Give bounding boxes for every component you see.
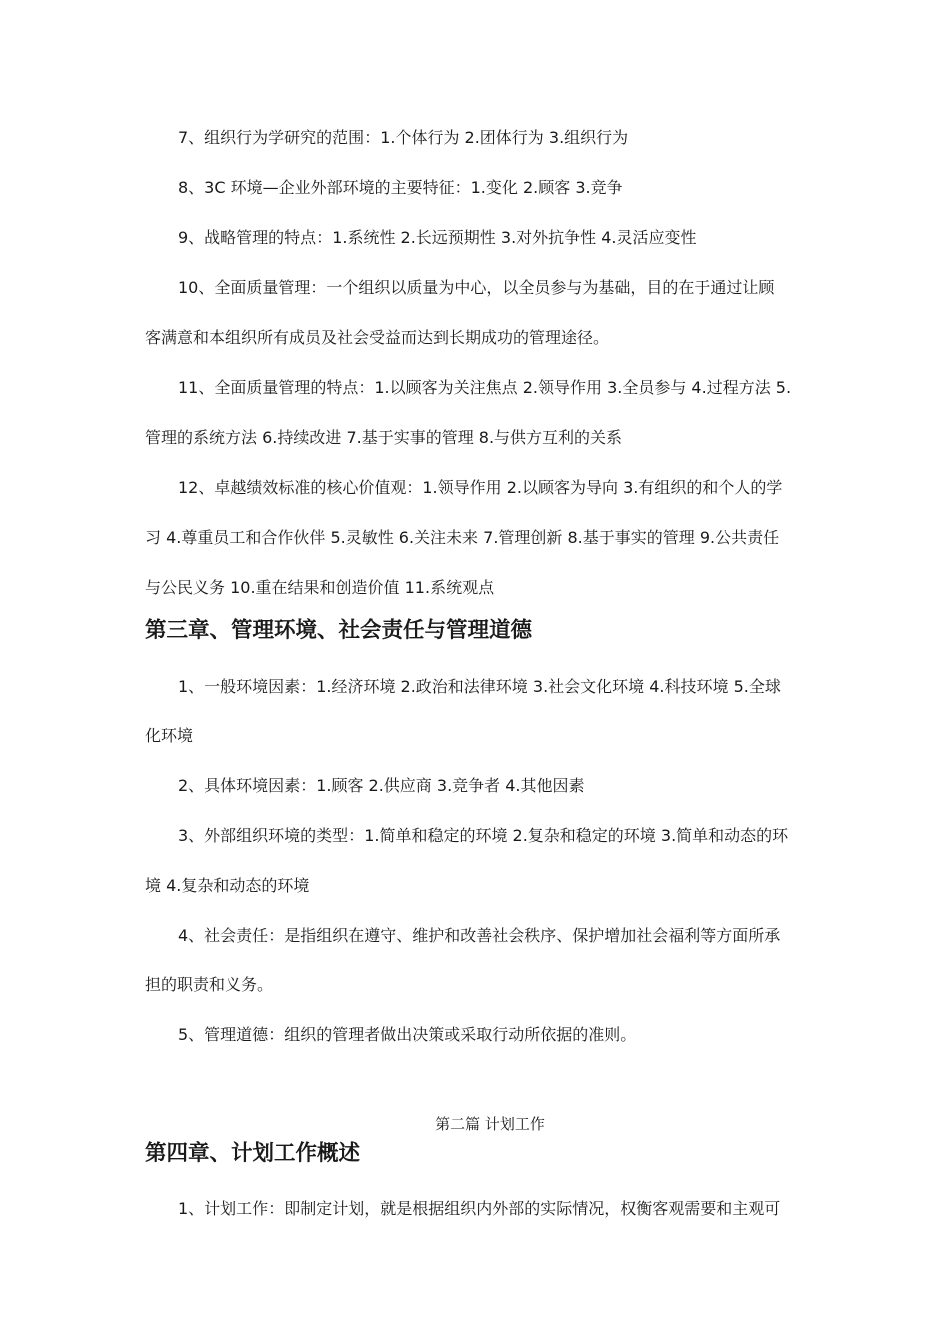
term: 8、3C 环境 <box>178 178 263 200</box>
definition: 素：1.顾客 2.供应商 3.竞争者 4.其他因素 <box>284 776 585 795</box>
item-9 <box>178 226 810 250</box>
definition: ：1.以顾客为关注焦点 2.领导作用 3.全员参与 4.过程方法 5. <box>358 378 792 397</box>
item-8 <box>178 176 810 200</box>
term: 12、卓越绩效标准的核心价值观 <box>178 478 406 500</box>
ch3-item-1-continuation: 化环境 <box>145 726 194 745</box>
definition: ：一个组织以质量为中心，以全员参与为基础，目的在于通过让顾 <box>310 278 775 297</box>
ch3-item-3 <box>178 824 810 848</box>
chapter-4-heading: 第四章、计划工作概述 <box>145 1141 361 1166</box>
ch3-item-1 <box>178 675 810 699</box>
item-11-continuation: 管理的系统方法 6.持续改进 7.基于实事的管理 8.与供方互利的关系 <box>145 428 623 447</box>
item-7 <box>178 126 810 150</box>
definition: ：1.领导作用 2.以顾客为导向 3.有组织的和个人的学 <box>406 478 783 497</box>
item-12 <box>178 476 810 500</box>
term: 5、管理道德 <box>178 1025 268 1047</box>
item-12-continuation: 习 4.尊重员工和合作伙伴 5.灵敏性 6.关注未来 7.管理创新 8.基于事实的管理 9.公共责任 <box>145 528 780 547</box>
definition: ：1.个体行为 2.团体行为 3.组织行为 <box>364 128 629 147</box>
term: 3、外部组织环境的类型 <box>178 826 348 848</box>
definition: ：组织的管理者做出决策或采取行动所依据的准则。 <box>268 1025 637 1044</box>
term: 4、社会责任 <box>178 926 268 948</box>
term: 7、组织行为学研究的范围 <box>178 128 364 150</box>
definition: ：1.简单和稳定的环境 2.复杂和稳定的环境 3.简单和动态的环 <box>348 826 789 845</box>
term: 1、计划工作 <box>178 1199 268 1221</box>
ch3-item-5 <box>178 1023 810 1047</box>
item-10 <box>178 276 810 300</box>
ch3-item-4 <box>178 924 810 948</box>
ch3-item-2 <box>178 774 810 798</box>
ch3-item-3-continuation: 境 4.复杂和动态的环境 <box>145 876 310 895</box>
term: 1、一般环境因素 <box>178 677 300 699</box>
term: 2、具体环境因 <box>178 776 284 798</box>
definition: ：1.经济环境 2.政治和法律环境 3.社会文化环境 4.科技环境 5.全球 <box>300 677 781 696</box>
definition: ：即制定计划，就是根据组织内外部的实际情况，权衡客观需要和主观可 <box>268 1199 781 1218</box>
part-2-title: 第二篇 计划工作 <box>435 1115 545 1133</box>
definition: ：是指组织在遵守、维护和改善社会秩序、保护增加社会福利等方面所承 <box>268 926 781 945</box>
definition: —企业外部环境的主要特征：1.变化 2.顾客 3.竞争 <box>262 178 623 197</box>
term: 10、全面质量管理 <box>178 278 310 300</box>
term: 9、战略管理的特点 <box>178 228 316 250</box>
item-11 <box>178 376 810 400</box>
ch3-item-4-continuation: 担的职责和义务。 <box>145 975 274 994</box>
item-10-continuation: 客满意和本组织所有成员及社会受益而达到长期成功的管理途径。 <box>145 328 610 347</box>
term: 11、全面质量管理的特点 <box>178 378 358 400</box>
ch4-item-1 <box>178 1197 810 1221</box>
definition: ：1.系统性 2.长远预期性 3.对外抗争性 4.灵活应变性 <box>316 228 697 247</box>
item-12-continuation: 与公民义务 10.重在结果和创造价值 11.系统观点 <box>145 578 495 597</box>
chapter-3-heading: 第三章、管理环境、社会责任与管理道德 <box>145 618 533 643</box>
